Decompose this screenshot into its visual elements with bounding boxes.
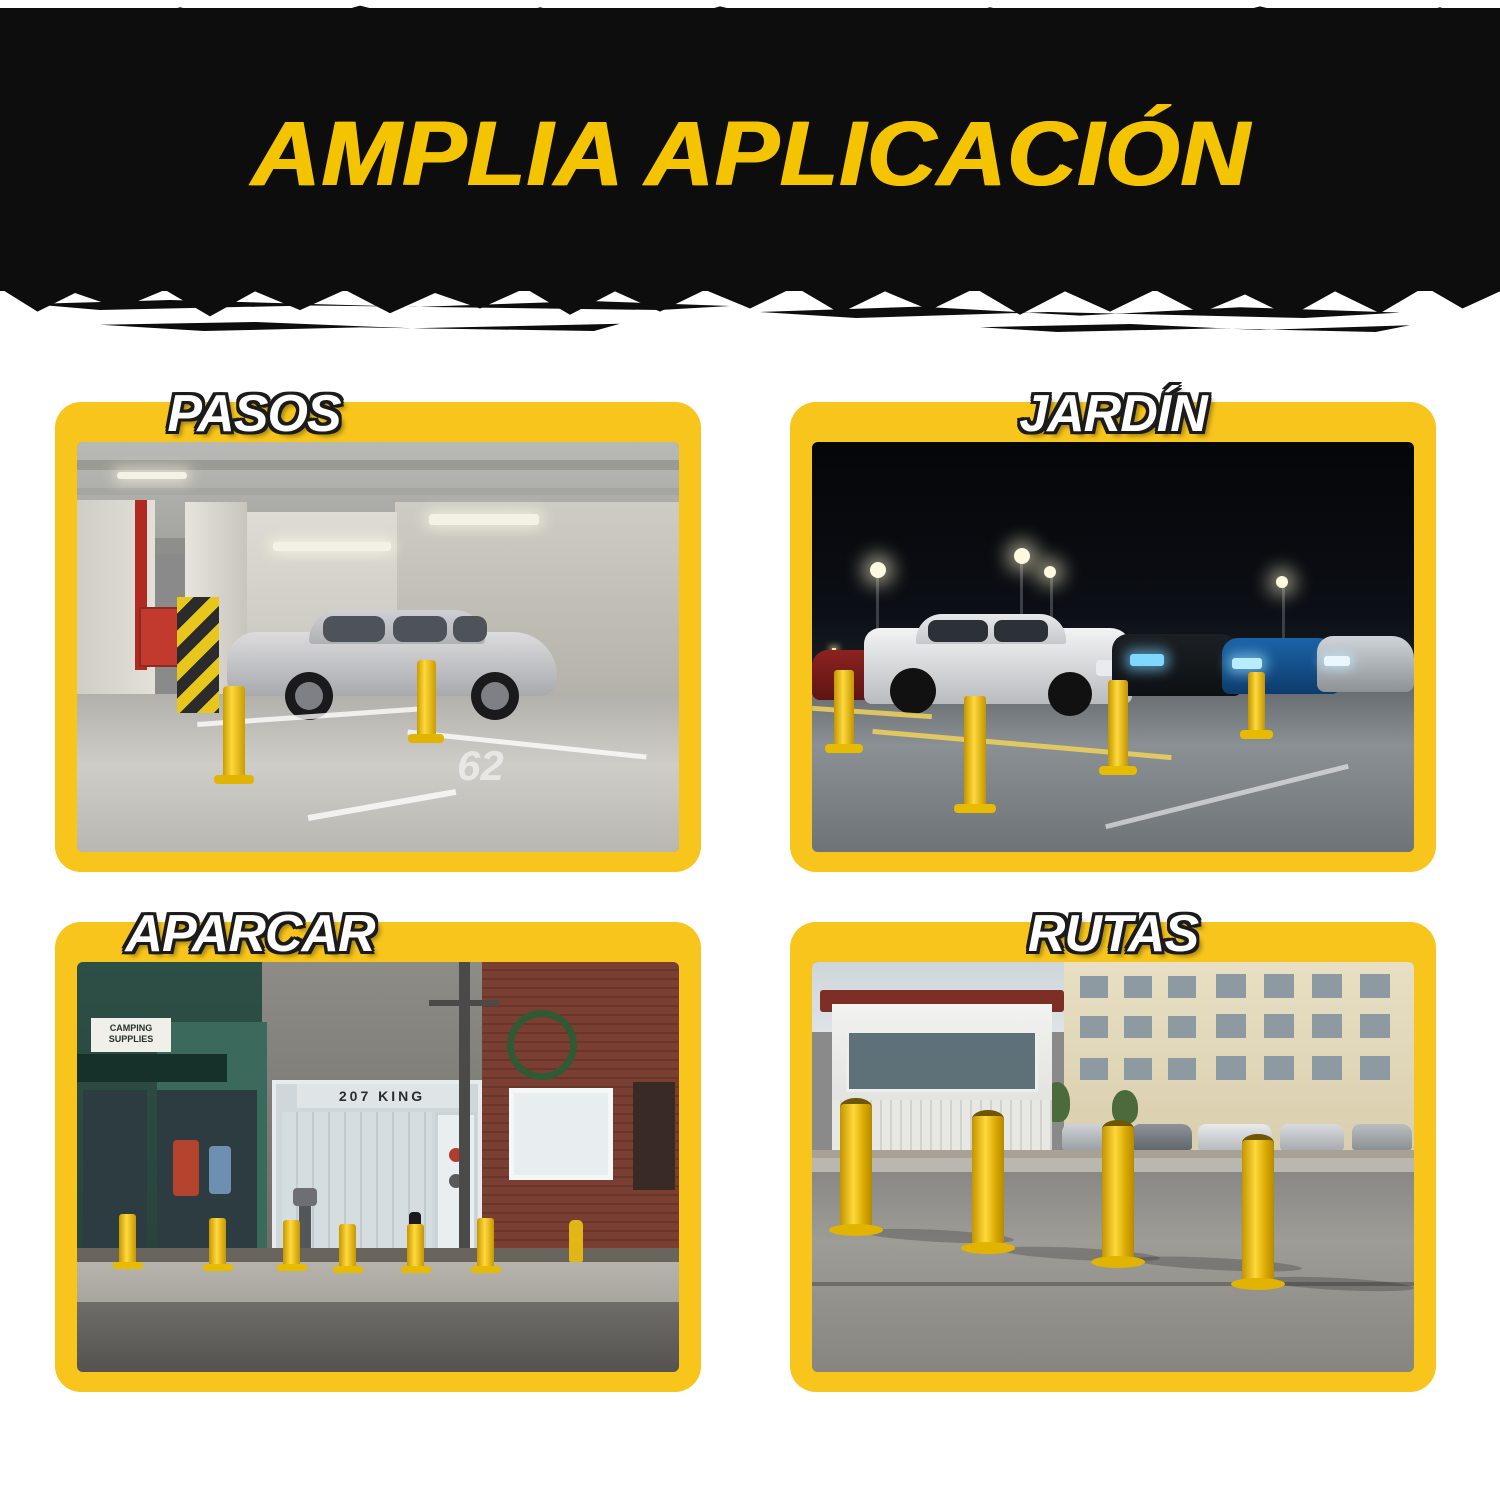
apartment-window bbox=[1264, 974, 1294, 998]
header-banner bbox=[0, 0, 1500, 350]
tree bbox=[1112, 1090, 1138, 1124]
yellow-bollard bbox=[223, 686, 245, 778]
sidewalk bbox=[77, 1258, 679, 1306]
photo-bollard-row bbox=[812, 962, 1414, 1372]
apartment-window bbox=[1216, 1014, 1246, 1038]
apartment-window bbox=[1264, 1014, 1294, 1038]
garage-pipe bbox=[77, 488, 679, 495]
apartment-window bbox=[1360, 1014, 1390, 1038]
car-wheel bbox=[471, 672, 519, 720]
card-rutas bbox=[790, 905, 1436, 1392]
hazard-stripe-guard bbox=[177, 597, 219, 713]
shop-window bbox=[157, 1090, 257, 1252]
car-window bbox=[393, 616, 447, 642]
photo-night-parking-lot bbox=[812, 442, 1414, 852]
car-window bbox=[928, 620, 988, 642]
pole-crossarm bbox=[429, 1000, 499, 1006]
apartment-window bbox=[1216, 1056, 1246, 1080]
apartment-window bbox=[1124, 1058, 1152, 1080]
apartment-window bbox=[1080, 1058, 1108, 1080]
bollard-base-plate bbox=[408, 734, 444, 743]
apartment-window bbox=[1168, 1016, 1196, 1038]
bollard-base-plate bbox=[333, 1266, 363, 1273]
parking-meter-head bbox=[293, 1188, 317, 1206]
shop-display-item bbox=[173, 1140, 199, 1196]
application-cards-grid bbox=[0, 380, 1500, 1460]
brick-building-window bbox=[509, 1088, 613, 1180]
bollard-base-plate bbox=[203, 1264, 233, 1271]
photo-parking-garage bbox=[77, 442, 679, 852]
bollard-base-plate bbox=[1091, 1256, 1145, 1268]
wreath-decoration bbox=[507, 1010, 577, 1080]
card-label-pasos: PASOS bbox=[167, 385, 341, 443]
street-lamp-glow bbox=[1014, 548, 1030, 564]
apartment-window bbox=[1168, 976, 1196, 998]
apartment-window bbox=[1360, 974, 1390, 998]
ceiling-light bbox=[429, 514, 539, 525]
card-jardin bbox=[790, 385, 1436, 872]
street-lamp-glow bbox=[1044, 566, 1056, 578]
ceiling-light bbox=[273, 542, 391, 551]
brick-building-door bbox=[633, 1082, 675, 1190]
shop-sign: CAMPING SUPPLIES bbox=[91, 1018, 171, 1052]
apartment-window bbox=[1080, 976, 1108, 998]
yellow-bollard bbox=[407, 1224, 424, 1270]
car-window bbox=[453, 616, 487, 642]
yellow-bollard bbox=[209, 1218, 226, 1268]
shop-window bbox=[83, 1090, 147, 1252]
yellow-bollard bbox=[1242, 1140, 1274, 1284]
bollard-base-plate bbox=[113, 1262, 143, 1269]
street-lamp-glow bbox=[1276, 576, 1288, 588]
apartment-window bbox=[1360, 1056, 1390, 1080]
brush-streak-decoration bbox=[100, 322, 620, 331]
address-sign: 207 KING bbox=[297, 1084, 467, 1108]
apartment-window bbox=[1264, 1056, 1294, 1080]
car-window bbox=[994, 620, 1048, 642]
card-label-rutas: RUTAS bbox=[1027, 905, 1199, 963]
shop-awning bbox=[77, 1054, 227, 1082]
street-lamp-glow bbox=[870, 562, 886, 578]
garage-beam bbox=[77, 460, 679, 470]
photo-city-street bbox=[77, 962, 679, 1372]
page-title: AMPLIA APLICACIÓN bbox=[250, 103, 1250, 205]
card-label-aparcar: APARCAR bbox=[125, 905, 375, 963]
brush-streak-decoration bbox=[980, 324, 1410, 332]
bollard-base-plate bbox=[1099, 766, 1137, 775]
yellow-bollard bbox=[477, 1218, 494, 1270]
road bbox=[77, 1302, 679, 1372]
parked-car bbox=[1132, 1124, 1192, 1150]
card-aparcar bbox=[55, 905, 701, 1392]
fire-hydrant bbox=[569, 1220, 583, 1262]
apartment-window bbox=[1312, 974, 1342, 998]
ceiling-light bbox=[117, 472, 187, 479]
parked-car bbox=[1280, 1124, 1344, 1150]
floor-marking-number: 62 bbox=[457, 742, 504, 789]
bollard-base-plate bbox=[1231, 1278, 1285, 1290]
yellow-bollard bbox=[964, 696, 986, 808]
yellow-bollard bbox=[1108, 680, 1128, 770]
bollard-base-plate bbox=[825, 744, 863, 753]
yellow-bollard bbox=[834, 670, 854, 748]
utility-pole bbox=[459, 962, 470, 1262]
parked-car bbox=[1352, 1124, 1412, 1150]
yellow-bollard bbox=[417, 660, 436, 738]
yellow-bollard bbox=[283, 1220, 300, 1268]
car-wheel bbox=[890, 668, 936, 714]
car-headlight bbox=[1324, 656, 1350, 666]
apartment-window bbox=[1080, 1016, 1108, 1038]
yellow-bollard bbox=[972, 1116, 1004, 1248]
apartment-window bbox=[1124, 976, 1152, 998]
yellow-bollard bbox=[840, 1104, 872, 1230]
shop-display-item bbox=[209, 1146, 231, 1194]
yellow-bollard bbox=[119, 1214, 136, 1266]
bollard-base-plate bbox=[1240, 730, 1273, 739]
silver-sedan bbox=[227, 610, 557, 720]
gravel-strip bbox=[77, 1248, 679, 1262]
guard-booth-window bbox=[846, 1030, 1038, 1092]
car-wheel bbox=[1048, 672, 1092, 716]
apartment-window bbox=[1312, 1014, 1342, 1038]
car-headlight bbox=[1130, 654, 1164, 666]
card-pasos bbox=[55, 385, 701, 872]
bollard-base-plate bbox=[954, 804, 996, 813]
yellow-bollard bbox=[1102, 1126, 1134, 1262]
apartment-window bbox=[1312, 1056, 1342, 1080]
car-window bbox=[323, 616, 385, 642]
bollard-base-plate bbox=[214, 775, 254, 784]
yellow-bollard bbox=[339, 1224, 356, 1270]
bollard-base-plate bbox=[961, 1242, 1015, 1254]
apartment-window bbox=[1216, 974, 1246, 998]
bollard-base-plate bbox=[401, 1266, 431, 1273]
apartment-window bbox=[1168, 1058, 1196, 1080]
bollard-base-plate bbox=[829, 1224, 883, 1236]
bollard-base-plate bbox=[471, 1266, 501, 1273]
torn-edge-top-decoration bbox=[0, 0, 1500, 40]
car-headlight bbox=[1232, 658, 1262, 669]
yellow-bollard bbox=[1248, 672, 1265, 734]
apartment-window bbox=[1124, 1016, 1152, 1038]
card-label-jardin: JARDÍN bbox=[1019, 385, 1207, 443]
bollard-base-plate bbox=[277, 1264, 307, 1271]
